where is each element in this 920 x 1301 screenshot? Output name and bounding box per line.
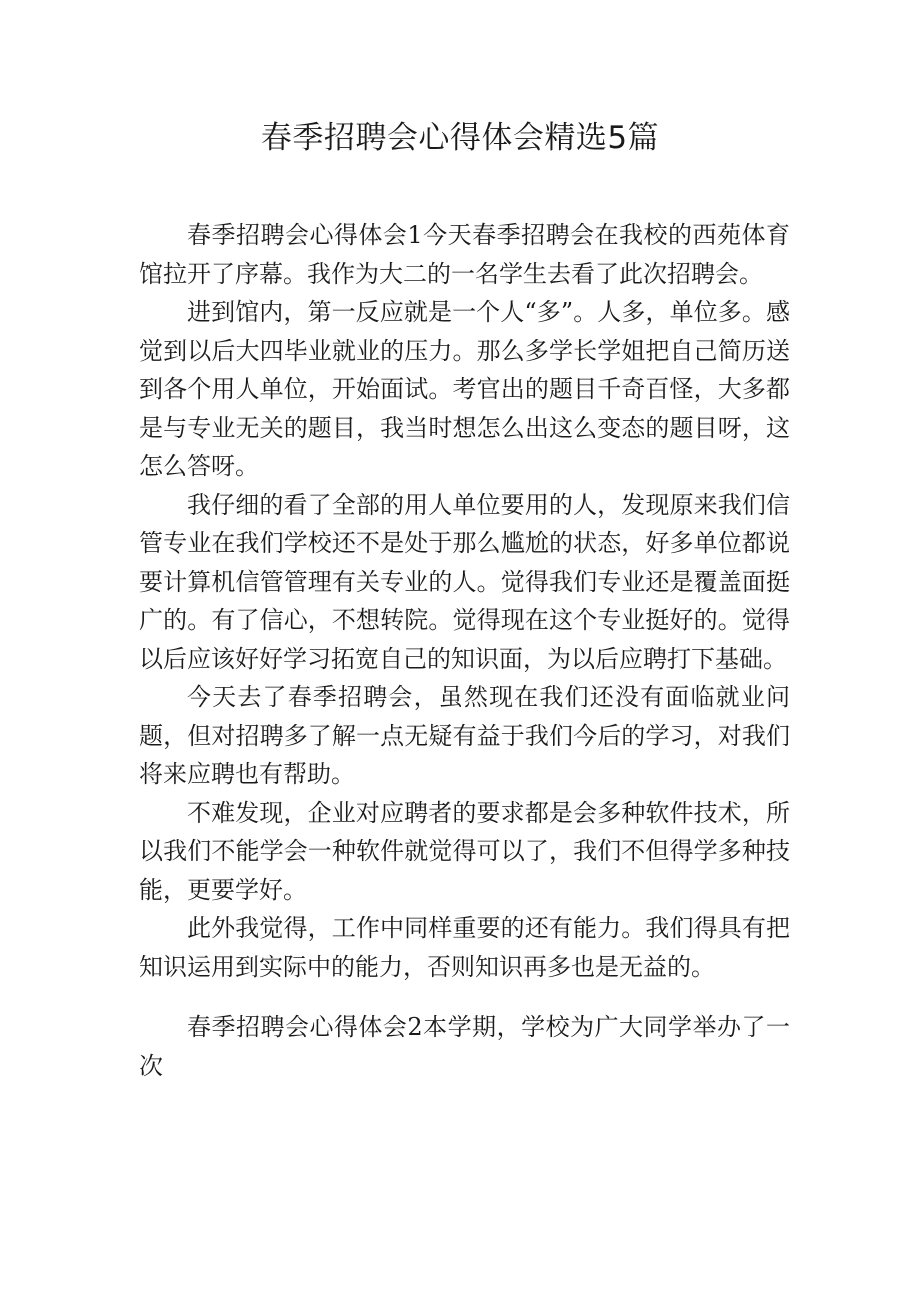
- paragraph: 我仔细的看了全部的用人单位要用的人，发现原来我们信管专业在我们学校还不是处于那么尴尬的状态，好多单位都说要计算机信管管理有关专业的人。觉得我们专业还是覆盖面挺广的。有了信心，不想转院。觉得现在这个专业挺好的。觉得以后应该好好学习拓宽自己的知识面，为以后应聘打下基础。: [139, 490, 790, 673]
- paragraph: 今天去了春季招聘会，虽然现在我们还没有面临就业问题，但对招聘多了解一点无疑有益于我们今后的学习，对我们将来应聘也有帮助。: [139, 683, 790, 788]
- paragraph: 春季招聘会心得体会2本学期，学校为广大同学举办了一次: [139, 1013, 790, 1080]
- paragraph: 春季招聘会心得体会1今天春季招聘会在我校的西苑体育馆拉开了序幕。我作为大二的一名学生去看了此次招聘会。: [139, 221, 790, 288]
- paragraph: 进到馆内，第一反应就是一个人“多”。人多，单位多。感觉到以后大四毕业就业的压力。那么多学长学姐把自己简历送到各个用人单位，开始面试。考官出的题目千奇百怪，大多都是与专业无关的题目，我当时想怎么出这么变态的题目呀，这怎么答呀。: [139, 298, 790, 480]
- paragraph: 此外我觉得，工作中同样重要的还有能力。我们得具有把知识运用到实际中的能力，否则知识再多也是无益的。: [139, 914, 790, 981]
- document-body: [139, 216, 790, 1085]
- document-title: 春季招聘会心得体会精选5篇: [260, 120, 660, 156]
- paragraph: 不难发现，企业对应聘者的要求都是会多种软件技术，所以我们不能学会一种软件就觉得可以了，我们不但得学多种技能，更要学好。: [139, 798, 790, 904]
